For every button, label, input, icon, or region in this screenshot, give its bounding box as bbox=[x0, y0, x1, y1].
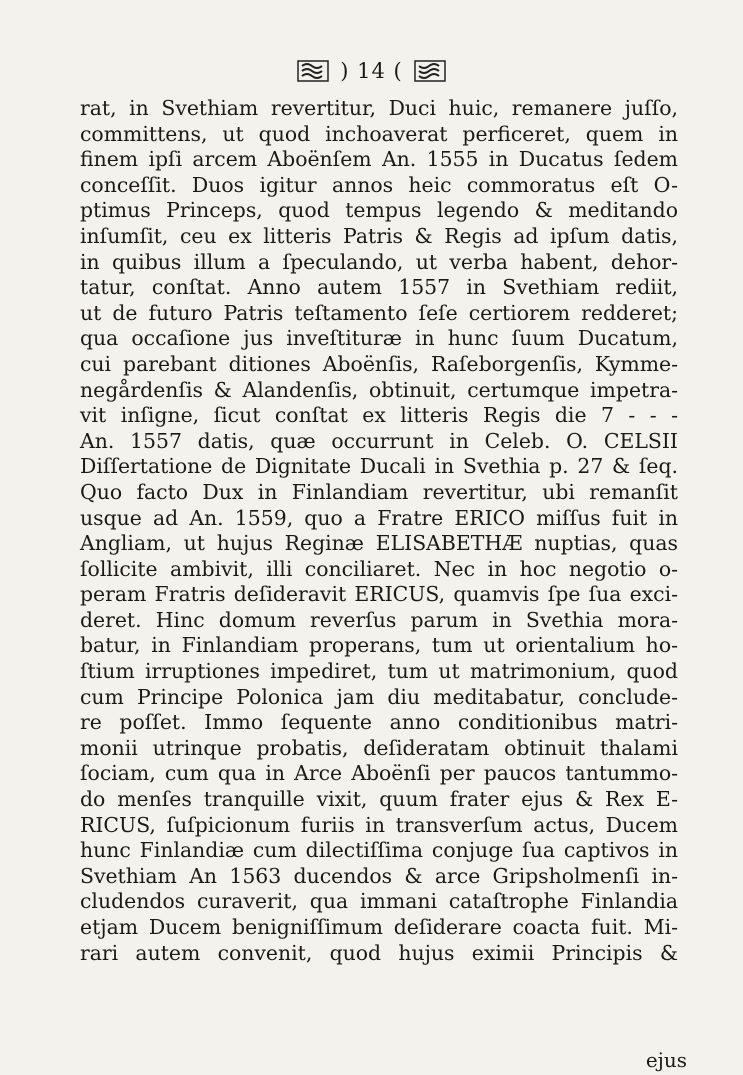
text-line: ut de futuro Patris teſtamento ſeſe certiorem redderet; bbox=[80, 300, 678, 325]
text-line: Diſſertatione de Dignitate Ducali in Svethia p. 27 & ſeq. bbox=[80, 454, 678, 479]
text-line: rari autem convenit, quod hujus eximii Principis & bbox=[80, 940, 678, 965]
text-line: finem ipſi arcem Aboënſem An. 1555 in Ducatus ſedem bbox=[80, 147, 678, 172]
text-line: Quo facto Dux in Finlandiam revertitur, ubi remanſit bbox=[80, 479, 678, 504]
text-line: negårdenſis & Alandenſis, obtinuit, certumque impetra- bbox=[80, 377, 678, 402]
text-line: RICUS, ſuſpicionum furiis in transverſum actus, Ducem bbox=[80, 812, 678, 837]
catchword: ejus bbox=[645, 1048, 687, 1072]
text-line: ptimus Princeps, quod tempus legendo & meditando bbox=[80, 198, 678, 223]
text-line: tatur, conſtat. Anno autem 1557 in Svethiam rediit, bbox=[80, 275, 678, 300]
body-text bbox=[80, 96, 678, 966]
text-line: Svethiam An 1563 ducendos & arce Gripsholmenſi in- bbox=[80, 863, 678, 888]
ornament-fleuron-left-icon bbox=[296, 58, 330, 84]
text-line: committens, ut quod inchoaverat perficeret, quem in bbox=[80, 121, 678, 146]
text-line: in quibus illum a ſpeculando, ut verba habent, dehor- bbox=[80, 249, 678, 274]
text-line: An. 1557 datis, quæ occurrunt in Celeb. O. CELSII bbox=[80, 428, 678, 453]
ornament-fleuron-right-icon bbox=[413, 58, 447, 84]
page-number: ) 14 ( bbox=[340, 59, 403, 83]
text-line: hunc Finlandiæ cum dilectiſſima conjuge ſua captivos in bbox=[80, 838, 678, 863]
running-header bbox=[0, 58, 743, 84]
text-line: inſumſit, ceu ex litteris Patris & Regis ad ipſum datis, bbox=[80, 223, 678, 248]
text-line: ſociam, cum qua in Arce Aboënſi per paucos tantummo- bbox=[80, 761, 678, 786]
text-line: vit inſigne, ſicut conſtat ex litteris Regis die 7 - - - bbox=[80, 403, 678, 428]
text-line: ſtium irruptiones impediret, tum ut matrimonium, quod bbox=[80, 659, 678, 684]
text-line: etjam Ducem benigniſſimum deſiderare coacta fuit. Mi- bbox=[80, 915, 678, 939]
text-line: conceſſit. Duos igitur annos heic commoratus eſt O- bbox=[80, 172, 678, 197]
text-line: ſollicite ambivit, illi conciliaret. Nec in hoc negotio o- bbox=[80, 556, 678, 581]
text-line: cui parebant ditiones Aboënſis, Raſeborgenſis, Kymme- bbox=[80, 351, 678, 376]
text-line: do menſes tranquille vixit, quum frater ejus & Rex E- bbox=[80, 787, 678, 812]
text-line: rat, in Svethiam revertitur, Duci huic, remanere juſſo, bbox=[80, 96, 678, 120]
text-line: re poſſet. Immo ſequente anno conditionibus matri- bbox=[80, 710, 678, 735]
text-line: peram Fratris deſideravit ERICUS, quamvis ſpe ſua exci- bbox=[80, 582, 678, 607]
text-line: Angliam, ut hujus Reginæ ELISABETHÆ nuptias, quas bbox=[80, 531, 678, 556]
text-line: cludendos curaverit, qua immani cataſtrophe Finlandia bbox=[80, 889, 678, 914]
text-line: deret. Hinc domum reverſus parum in Svethia mora- bbox=[80, 607, 678, 632]
text-line: usque ad An. 1559, quo a Fratre ERICO miſſus fuit in bbox=[80, 505, 678, 530]
text-line: batur, in Finlandiam properans, tum ut orientalium ho- bbox=[80, 633, 678, 658]
text-line: cum Principe Polonica jam diu meditabatur, conclude- bbox=[80, 684, 678, 709]
text-line: qua occaſione jus inveſtituræ in hunc ſuum Ducatum, bbox=[80, 326, 678, 351]
text-line: monii utrinque probatis, deſideratam obtinuit thalami bbox=[80, 735, 678, 760]
